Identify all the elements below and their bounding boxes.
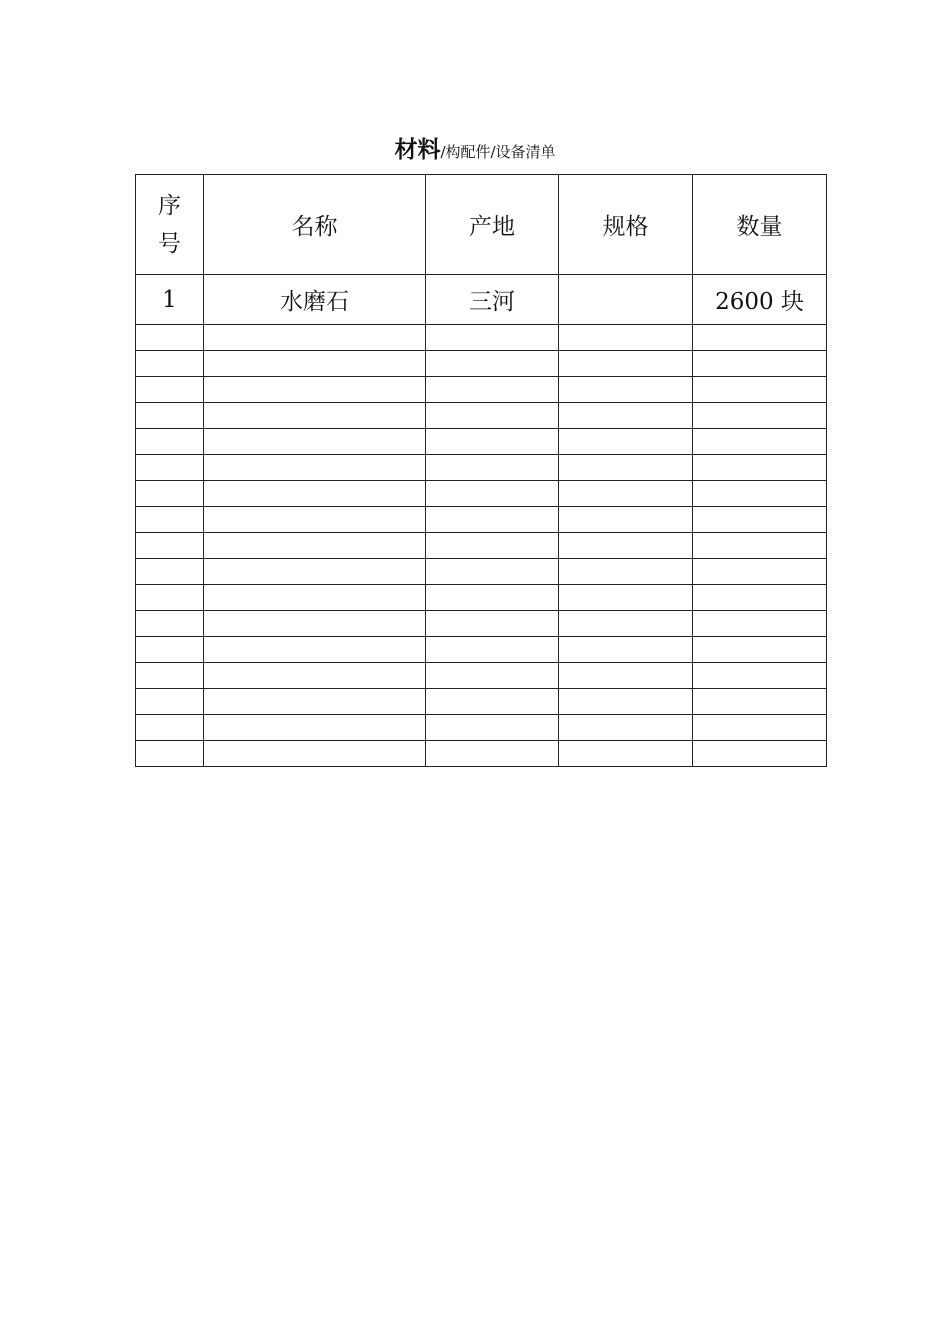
column-header-seq-line2: 号 <box>158 230 181 257</box>
empty-table-row <box>136 715 827 741</box>
empty-cell-seq <box>136 611 204 637</box>
empty-table-row <box>136 663 827 689</box>
empty-cell-spec <box>559 715 693 741</box>
empty-cell-origin <box>426 689 559 715</box>
empty-cell-spec <box>559 559 693 585</box>
cell-spec <box>559 275 693 325</box>
empty-cell-name <box>204 663 426 689</box>
empty-cell-spec <box>559 689 693 715</box>
empty-cell-origin <box>426 377 559 403</box>
empty-cell-seq <box>136 715 204 741</box>
empty-cell-quantity <box>693 637 827 663</box>
empty-cell-quantity <box>693 585 827 611</box>
empty-cell-spec <box>559 377 693 403</box>
empty-cell-name <box>204 533 426 559</box>
empty-cell-seq <box>136 481 204 507</box>
column-header-seq-line1: 序 <box>158 192 181 219</box>
empty-table-row <box>136 377 827 403</box>
empty-cell-spec <box>559 507 693 533</box>
empty-cell-quantity <box>693 351 827 377</box>
empty-cell-origin <box>426 507 559 533</box>
cell-origin: 三河 <box>426 275 559 325</box>
empty-table-row <box>136 585 827 611</box>
empty-cell-spec <box>559 637 693 663</box>
empty-cell-spec <box>559 611 693 637</box>
empty-cell-seq <box>136 455 204 481</box>
empty-cell-quantity <box>693 403 827 429</box>
empty-cell-quantity <box>693 559 827 585</box>
empty-cell-quantity <box>693 533 827 559</box>
empty-cell-quantity <box>693 741 827 767</box>
empty-cell-quantity <box>693 325 827 351</box>
empty-cell-origin <box>426 325 559 351</box>
empty-cell-seq <box>136 429 204 455</box>
empty-cell-seq <box>136 741 204 767</box>
empty-cell-name <box>204 741 426 767</box>
empty-table-row <box>136 455 827 481</box>
empty-table-row <box>136 481 827 507</box>
empty-table-row <box>136 559 827 585</box>
empty-cell-name <box>204 637 426 663</box>
empty-table-row <box>136 637 827 663</box>
column-header-origin: 产地 <box>426 175 559 275</box>
empty-cell-spec <box>559 429 693 455</box>
empty-cell-origin <box>426 663 559 689</box>
empty-cell-spec <box>559 663 693 689</box>
empty-cell-name <box>204 585 426 611</box>
empty-cell-name <box>204 455 426 481</box>
empty-cell-spec <box>559 741 693 767</box>
empty-cell-name <box>204 715 426 741</box>
empty-cell-name <box>204 351 426 377</box>
empty-table-row <box>136 351 827 377</box>
empty-cell-seq <box>136 585 204 611</box>
empty-cell-seq <box>136 663 204 689</box>
empty-cell-seq <box>136 507 204 533</box>
table-header-row <box>136 175 827 275</box>
empty-table-row <box>136 507 827 533</box>
empty-cell-seq <box>136 325 204 351</box>
empty-cell-spec <box>559 585 693 611</box>
table-row <box>136 275 827 325</box>
empty-cell-quantity <box>693 663 827 689</box>
empty-cell-name <box>204 481 426 507</box>
empty-cell-origin <box>426 585 559 611</box>
empty-cell-quantity <box>693 429 827 455</box>
empty-cell-quantity <box>693 377 827 403</box>
cell-seq: 1 <box>136 275 204 325</box>
empty-cell-spec <box>559 455 693 481</box>
column-header-seq <box>136 175 204 275</box>
cell-quantity: 2600 块 <box>693 275 827 325</box>
empty-cell-origin <box>426 403 559 429</box>
empty-cell-origin <box>426 351 559 377</box>
empty-cell-quantity <box>693 481 827 507</box>
empty-cell-origin <box>426 481 559 507</box>
empty-cell-name <box>204 377 426 403</box>
empty-cell-origin <box>426 559 559 585</box>
empty-cell-name <box>204 325 426 351</box>
empty-cell-seq <box>136 403 204 429</box>
empty-cell-seq <box>136 637 204 663</box>
empty-cell-quantity <box>693 689 827 715</box>
title-subtitle: /构配件/设备清单 <box>440 143 556 161</box>
empty-cell-quantity <box>693 611 827 637</box>
column-header-spec: 规格 <box>559 175 693 275</box>
empty-cell-seq <box>136 689 204 715</box>
empty-cell-name <box>204 507 426 533</box>
empty-cell-origin <box>426 533 559 559</box>
empty-cell-name <box>204 611 426 637</box>
empty-cell-quantity <box>693 455 827 481</box>
page-title <box>0 132 950 170</box>
empty-table-row <box>136 533 827 559</box>
empty-table-row <box>136 325 827 351</box>
empty-cell-spec <box>559 533 693 559</box>
empty-table-row <box>136 741 827 767</box>
empty-cell-name <box>204 689 426 715</box>
empty-cell-spec <box>559 403 693 429</box>
empty-cell-spec <box>559 325 693 351</box>
empty-cell-seq <box>136 351 204 377</box>
empty-cell-quantity <box>693 507 827 533</box>
empty-table-row <box>136 403 827 429</box>
empty-cell-origin <box>426 715 559 741</box>
column-header-quantity: 数量 <box>693 175 827 275</box>
empty-cell-origin <box>426 611 559 637</box>
column-header-name: 名称 <box>204 175 426 275</box>
empty-cell-origin <box>426 741 559 767</box>
empty-cell-name <box>204 559 426 585</box>
empty-cell-origin <box>426 455 559 481</box>
empty-cell-seq <box>136 559 204 585</box>
empty-table-row <box>136 429 827 455</box>
empty-cell-spec <box>559 351 693 377</box>
empty-cell-seq <box>136 533 204 559</box>
empty-cell-seq <box>136 377 204 403</box>
empty-table-row <box>136 689 827 715</box>
empty-table-row <box>136 611 827 637</box>
title-main: 材料 <box>394 137 441 163</box>
materials-table <box>135 174 827 767</box>
empty-cell-name <box>204 429 426 455</box>
empty-cell-origin <box>426 429 559 455</box>
empty-cell-quantity <box>693 715 827 741</box>
empty-cell-origin <box>426 637 559 663</box>
empty-cell-spec <box>559 481 693 507</box>
cell-name: 水磨石 <box>204 275 426 325</box>
empty-cell-name <box>204 403 426 429</box>
